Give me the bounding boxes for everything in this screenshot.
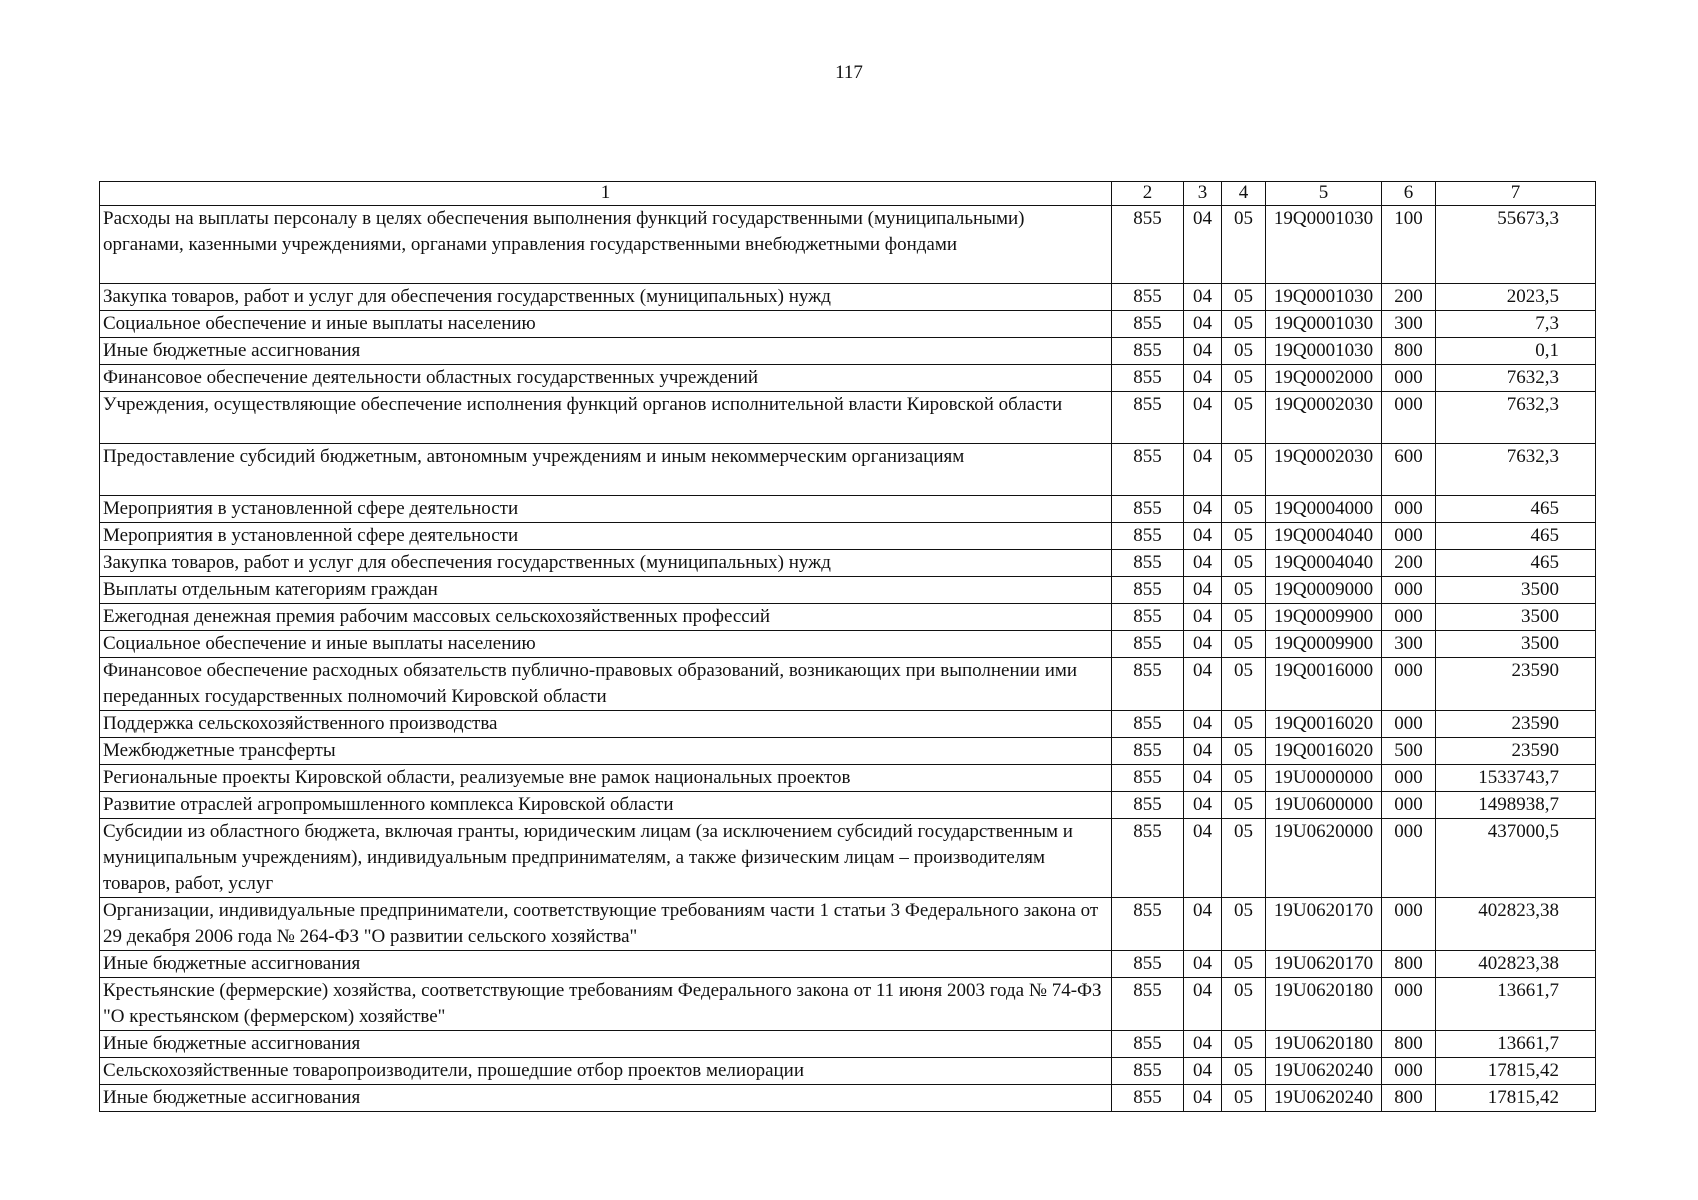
cell-target-article: 19U0600000 — [1266, 792, 1382, 819]
cell-ministry-code: 855 — [1112, 604, 1184, 631]
cell-target-article: 19U0620180 — [1266, 978, 1382, 1031]
cell-ministry-code: 855 — [1112, 631, 1184, 658]
cell-expense-type: 000 — [1382, 523, 1436, 550]
cell-ministry-code: 855 — [1112, 792, 1184, 819]
table-row — [100, 792, 1596, 819]
cell-name: Финансовое обеспечение деятельности областных государственных учреждений — [100, 365, 1112, 392]
column-header: 2 — [1112, 182, 1184, 206]
table-row — [100, 550, 1596, 577]
cell-amount: 465 — [1436, 550, 1596, 577]
cell-target-article: 19Q0001030 — [1266, 338, 1382, 365]
cell-section: 04 — [1184, 206, 1222, 284]
cell-expense-type: 000 — [1382, 711, 1436, 738]
cell-expense-type: 000 — [1382, 978, 1436, 1031]
cell-amount: 17815,42 — [1436, 1085, 1596, 1112]
table-row — [100, 819, 1596, 898]
cell-amount: 7632,3 — [1436, 392, 1596, 444]
table-row — [100, 604, 1596, 631]
cell-amount: 55673,3 — [1436, 206, 1596, 284]
cell-section: 04 — [1184, 496, 1222, 523]
cell-subsection: 05 — [1222, 206, 1266, 284]
cell-target-article: 19Q0009000 — [1266, 577, 1382, 604]
cell-target-article: 19U0620000 — [1266, 819, 1382, 898]
cell-section: 04 — [1184, 550, 1222, 577]
cell-subsection: 05 — [1222, 658, 1266, 711]
cell-ministry-code: 855 — [1112, 1058, 1184, 1085]
cell-target-article: 19Q0001030 — [1266, 206, 1382, 284]
cell-section: 04 — [1184, 604, 1222, 631]
cell-expense-type: 800 — [1382, 338, 1436, 365]
cell-subsection: 05 — [1222, 444, 1266, 496]
cell-expense-type: 200 — [1382, 284, 1436, 311]
cell-ministry-code: 855 — [1112, 577, 1184, 604]
cell-ministry-code: 855 — [1112, 765, 1184, 792]
cell-expense-type: 300 — [1382, 311, 1436, 338]
cell-target-article: 19U0620180 — [1266, 1031, 1382, 1058]
cell-subsection: 05 — [1222, 765, 1266, 792]
cell-name: Сельскохозяйственные товаропроизводители, прошедшие отбор проектов мелиорации — [100, 1058, 1112, 1085]
cell-section: 04 — [1184, 365, 1222, 392]
cell-section: 04 — [1184, 711, 1222, 738]
cell-subsection: 05 — [1222, 631, 1266, 658]
column-header: 7 — [1436, 182, 1596, 206]
table-row — [100, 631, 1596, 658]
cell-expense-type: 800 — [1382, 951, 1436, 978]
column-header: 4 — [1222, 182, 1266, 206]
cell-target-article: 19Q0016020 — [1266, 711, 1382, 738]
cell-amount: 3500 — [1436, 604, 1596, 631]
cell-subsection: 05 — [1222, 819, 1266, 898]
cell-name: Иные бюджетные ассигнования — [100, 338, 1112, 365]
cell-expense-type: 100 — [1382, 206, 1436, 284]
cell-ministry-code: 855 — [1112, 392, 1184, 444]
cell-amount: 13661,7 — [1436, 978, 1596, 1031]
cell-expense-type: 500 — [1382, 738, 1436, 765]
cell-section: 04 — [1184, 1031, 1222, 1058]
cell-amount: 3500 — [1436, 577, 1596, 604]
table-row — [100, 711, 1596, 738]
table-row — [100, 1085, 1596, 1112]
cell-expense-type: 000 — [1382, 792, 1436, 819]
cell-ministry-code: 855 — [1112, 311, 1184, 338]
column-header: 1 — [100, 182, 1112, 206]
cell-name: Мероприятия в установленной сфере деятельности — [100, 496, 1112, 523]
cell-subsection: 05 — [1222, 604, 1266, 631]
cell-section: 04 — [1184, 978, 1222, 1031]
cell-target-article: 19Q0002030 — [1266, 392, 1382, 444]
column-header: 3 — [1184, 182, 1222, 206]
cell-target-article: 19Q0004040 — [1266, 523, 1382, 550]
cell-section: 04 — [1184, 765, 1222, 792]
table-row — [100, 1058, 1596, 1085]
table-body — [100, 206, 1596, 1112]
cell-expense-type: 200 — [1382, 550, 1436, 577]
cell-amount: 7632,3 — [1436, 365, 1596, 392]
table-row — [100, 444, 1596, 496]
cell-section: 04 — [1184, 898, 1222, 951]
cell-name: Выплаты отдельным категориям граждан — [100, 577, 1112, 604]
cell-ministry-code: 855 — [1112, 496, 1184, 523]
cell-expense-type: 000 — [1382, 1058, 1436, 1085]
column-header: 6 — [1382, 182, 1436, 206]
cell-target-article: 19Q0001030 — [1266, 311, 1382, 338]
cell-ministry-code: 855 — [1112, 658, 1184, 711]
page-number: 117 — [835, 62, 863, 83]
cell-amount: 437000,5 — [1436, 819, 1596, 898]
cell-subsection: 05 — [1222, 338, 1266, 365]
cell-subsection: 05 — [1222, 1031, 1266, 1058]
table-row — [100, 523, 1596, 550]
cell-target-article: 19Q0001030 — [1266, 284, 1382, 311]
table-row — [100, 284, 1596, 311]
cell-name: Закупка товаров, работ и услуг для обеспечения государственных (муниципальных) нужд — [100, 550, 1112, 577]
cell-amount: 13661,7 — [1436, 1031, 1596, 1058]
cell-ministry-code: 855 — [1112, 550, 1184, 577]
cell-amount: 23590 — [1436, 738, 1596, 765]
cell-target-article: 19Q0002000 — [1266, 365, 1382, 392]
cell-amount: 1498938,7 — [1436, 792, 1596, 819]
table-row — [100, 978, 1596, 1031]
cell-name: Региональные проекты Кировской области, реализуемые вне рамок национальных проектов — [100, 765, 1112, 792]
cell-expense-type: 000 — [1382, 496, 1436, 523]
cell-target-article: 19U0620240 — [1266, 1058, 1382, 1085]
cell-subsection: 05 — [1222, 1085, 1266, 1112]
cell-name: Финансовое обеспечение расходных обязательств публично-правовых образований, возникающих при выполнении ими переданных государственных полномочий Кировской области — [100, 658, 1112, 711]
cell-section: 04 — [1184, 338, 1222, 365]
cell-expense-type: 000 — [1382, 365, 1436, 392]
cell-expense-type: 300 — [1382, 631, 1436, 658]
cell-amount: 17815,42 — [1436, 1058, 1596, 1085]
cell-subsection: 05 — [1222, 577, 1266, 604]
column-header: 5 — [1266, 182, 1382, 206]
cell-ministry-code: 855 — [1112, 898, 1184, 951]
cell-name: Ежегодная денежная премия рабочим массовых сельскохозяйственных профессий — [100, 604, 1112, 631]
cell-ministry-code: 855 — [1112, 444, 1184, 496]
cell-target-article: 19U0620170 — [1266, 951, 1382, 978]
cell-section: 04 — [1184, 523, 1222, 550]
cell-name: Поддержка сельскохозяйственного производства — [100, 711, 1112, 738]
table-row — [100, 311, 1596, 338]
cell-section: 04 — [1184, 951, 1222, 978]
cell-amount: 3500 — [1436, 631, 1596, 658]
cell-subsection: 05 — [1222, 1058, 1266, 1085]
cell-name: Закупка товаров, работ и услуг для обеспечения государственных (муниципальных) нужд — [100, 284, 1112, 311]
cell-ministry-code: 855 — [1112, 738, 1184, 765]
cell-section: 04 — [1184, 444, 1222, 496]
cell-subsection: 05 — [1222, 738, 1266, 765]
cell-amount: 7632,3 — [1436, 444, 1596, 496]
cell-expense-type: 000 — [1382, 604, 1436, 631]
cell-section: 04 — [1184, 577, 1222, 604]
cell-subsection: 05 — [1222, 311, 1266, 338]
cell-ministry-code: 855 — [1112, 951, 1184, 978]
cell-subsection: 05 — [1222, 792, 1266, 819]
cell-name: Социальное обеспечение и иные выплаты населению — [100, 311, 1112, 338]
cell-target-article: 19Q0004000 — [1266, 496, 1382, 523]
cell-amount: 7,3 — [1436, 311, 1596, 338]
table-row — [100, 496, 1596, 523]
cell-section: 04 — [1184, 311, 1222, 338]
cell-target-article: 19Q0016020 — [1266, 738, 1382, 765]
cell-name: Субсидии из областного бюджета, включая гранты, юридическим лицам (за исключением субсидий государственным и муниципальным учреждениям), индивидуальным предпринимателям, а также физическим лицам – производителям товаров, работ, услуг — [100, 819, 1112, 898]
cell-name: Иные бюджетные ассигнования — [100, 1085, 1112, 1112]
cell-ministry-code: 855 — [1112, 819, 1184, 898]
cell-ministry-code: 855 — [1112, 1085, 1184, 1112]
cell-name: Крестьянские (фермерские) хозяйства, соответствующие требованиям Федерального закона от 11 июня 2003 года № 74-ФЗ "О крестьянском (фермерском) хозяйстве" — [100, 978, 1112, 1031]
cell-subsection: 05 — [1222, 711, 1266, 738]
cell-ministry-code: 855 — [1112, 523, 1184, 550]
table-row — [100, 738, 1596, 765]
cell-expense-type: 000 — [1382, 765, 1436, 792]
cell-ministry-code: 855 — [1112, 1031, 1184, 1058]
cell-amount: 402823,38 — [1436, 951, 1596, 978]
cell-amount: 23590 — [1436, 711, 1596, 738]
cell-ministry-code: 855 — [1112, 365, 1184, 392]
cell-subsection: 05 — [1222, 550, 1266, 577]
cell-expense-type: 800 — [1382, 1085, 1436, 1112]
cell-amount: 465 — [1436, 523, 1596, 550]
cell-target-article: 19Q0009900 — [1266, 604, 1382, 631]
table-header-row — [100, 182, 1596, 206]
cell-expense-type: 000 — [1382, 898, 1436, 951]
table-row — [100, 951, 1596, 978]
table-row — [100, 577, 1596, 604]
cell-target-article: 19U0000000 — [1266, 765, 1382, 792]
table-row — [100, 765, 1596, 792]
cell-name: Межбюджетные трансферты — [100, 738, 1112, 765]
cell-section: 04 — [1184, 1085, 1222, 1112]
cell-subsection: 05 — [1222, 284, 1266, 311]
cell-expense-type: 000 — [1382, 392, 1436, 444]
cell-section: 04 — [1184, 392, 1222, 444]
cell-section: 04 — [1184, 792, 1222, 819]
cell-section: 04 — [1184, 284, 1222, 311]
budget-table — [99, 181, 1596, 1112]
table-row — [100, 898, 1596, 951]
cell-name: Учреждения, осуществляющие обеспечение исполнения функций органов исполнительной власти Кировской области — [100, 392, 1112, 444]
cell-subsection: 05 — [1222, 523, 1266, 550]
cell-target-article: 19Q0002030 — [1266, 444, 1382, 496]
cell-expense-type: 000 — [1382, 819, 1436, 898]
cell-name: Иные бюджетные ассигнования — [100, 1031, 1112, 1058]
cell-section: 04 — [1184, 738, 1222, 765]
table-row — [100, 658, 1596, 711]
cell-amount: 23590 — [1436, 658, 1596, 711]
cell-section: 04 — [1184, 658, 1222, 711]
cell-amount: 1533743,7 — [1436, 765, 1596, 792]
cell-amount: 402823,38 — [1436, 898, 1596, 951]
table-row — [100, 338, 1596, 365]
cell-target-article: 19U0620240 — [1266, 1085, 1382, 1112]
cell-expense-type: 800 — [1382, 1031, 1436, 1058]
cell-amount: 465 — [1436, 496, 1596, 523]
cell-amount: 0,1 — [1436, 338, 1596, 365]
cell-target-article: 19U0620170 — [1266, 898, 1382, 951]
cell-amount: 2023,5 — [1436, 284, 1596, 311]
cell-section: 04 — [1184, 1058, 1222, 1085]
cell-name: Социальное обеспечение и иные выплаты населению — [100, 631, 1112, 658]
cell-section: 04 — [1184, 631, 1222, 658]
table-row — [100, 365, 1596, 392]
cell-name: Мероприятия в установленной сфере деятельности — [100, 523, 1112, 550]
cell-target-article: 19Q0016000 — [1266, 658, 1382, 711]
cell-subsection: 05 — [1222, 951, 1266, 978]
cell-name: Развитие отраслей агропромышленного комплекса Кировской области — [100, 792, 1112, 819]
cell-subsection: 05 — [1222, 496, 1266, 523]
cell-subsection: 05 — [1222, 392, 1266, 444]
cell-ministry-code: 855 — [1112, 206, 1184, 284]
cell-subsection: 05 — [1222, 978, 1266, 1031]
cell-expense-type: 600 — [1382, 444, 1436, 496]
cell-subsection: 05 — [1222, 365, 1266, 392]
cell-name: Иные бюджетные ассигнования — [100, 951, 1112, 978]
table-row — [100, 206, 1596, 284]
cell-ministry-code: 855 — [1112, 284, 1184, 311]
cell-ministry-code: 855 — [1112, 338, 1184, 365]
cell-target-article: 19Q0004040 — [1266, 550, 1382, 577]
cell-name: Организации, индивидуальные предприниматели, соответствующие требованиям части 1 статьи 3 Федерального закона от 29 декабря 2006 года № 264-ФЗ "О развитии сельского хозяйства" — [100, 898, 1112, 951]
cell-ministry-code: 855 — [1112, 711, 1184, 738]
cell-name: Предоставление субсидий бюджетным, автономным учреждениям и иным некоммерческим организациям — [100, 444, 1112, 496]
cell-expense-type: 000 — [1382, 577, 1436, 604]
cell-subsection: 05 — [1222, 898, 1266, 951]
table-row — [100, 392, 1596, 444]
cell-ministry-code: 855 — [1112, 978, 1184, 1031]
cell-name: Расходы на выплаты персоналу в целях обеспечения выполнения функций государственными (муниципальными) органами, казенными учреждениями, органами управления государственными внебюджетными фондами — [100, 206, 1112, 284]
cell-target-article: 19Q0009900 — [1266, 631, 1382, 658]
table-row — [100, 1031, 1596, 1058]
cell-expense-type: 000 — [1382, 658, 1436, 711]
cell-section: 04 — [1184, 819, 1222, 898]
